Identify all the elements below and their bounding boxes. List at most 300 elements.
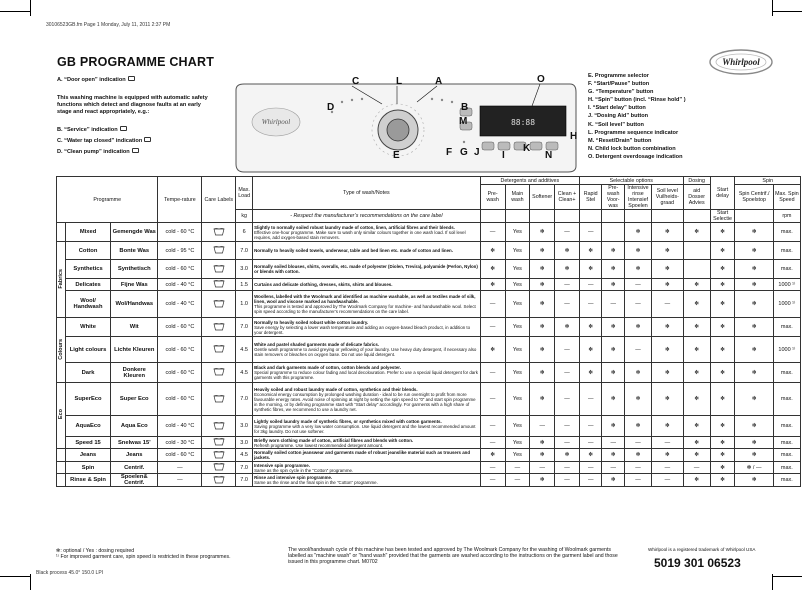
col-kg: kg	[236, 210, 253, 223]
programme-name-dutch: Jeans	[111, 449, 158, 462]
care-label-icon	[202, 291, 236, 318]
panel-letter-f: F	[446, 147, 453, 158]
programme-temperature: cold - 40 °C	[158, 416, 202, 437]
option-cell: ✻	[602, 318, 625, 337]
col-max-load: Max. Load	[236, 177, 253, 210]
option-cell: ✻	[555, 449, 580, 462]
care-label-icon	[202, 416, 236, 437]
programme-name: White	[66, 318, 111, 337]
option-cell: ✻	[602, 242, 625, 260]
panel-letter-l: L	[396, 76, 403, 87]
group-dosing: Dosing	[683, 177, 710, 185]
panel-letter-k: K	[523, 143, 531, 154]
table-row	[57, 383, 801, 416]
option-cell: ✻	[710, 260, 735, 279]
option-cell: ✻	[710, 383, 735, 416]
table-row	[57, 437, 801, 449]
option-cell: —	[480, 462, 505, 474]
programme-name-dutch: Bonte Was	[111, 242, 158, 260]
col-max-spin-speed: Max. Spin Speed	[773, 185, 800, 210]
option-cell: ✻	[579, 363, 602, 383]
tap-icon	[144, 137, 151, 142]
option-cell: ✻	[710, 318, 735, 337]
option-cell: max.	[773, 363, 800, 383]
option-cell: 1000 ¹⁾	[773, 291, 800, 318]
print-header: 30106523GB.fm Page 1 Monday, July 11, 2011 2:37 PM	[46, 22, 171, 28]
page-title: GB PROGRAMME CHART	[57, 55, 215, 69]
option-cell: —	[480, 291, 505, 318]
option-cell: Yes	[505, 383, 530, 416]
col-soil-level: Soil level Vuilheids-graad	[652, 185, 684, 210]
legend-item: M. “Reset/Drain” button	[588, 137, 652, 144]
programme-max-load: 3.0	[236, 416, 253, 437]
option-cell: ✻	[652, 416, 684, 437]
option-cell: ✻	[710, 437, 735, 449]
option-cell: —	[555, 383, 580, 416]
care-label-icon	[202, 279, 236, 291]
service-icon	[120, 126, 127, 131]
programme-temperature: cold - 60 °C	[158, 449, 202, 462]
washtub-icon	[213, 450, 225, 459]
legend-item: K. “Soil level” button	[588, 121, 644, 128]
button-legend	[588, 72, 788, 161]
programme-name: Dark	[66, 363, 111, 383]
col-prewash-opt: Pre-wash Voor-was	[602, 185, 625, 210]
option-cell: —	[683, 462, 710, 474]
option-cell: —	[624, 474, 651, 487]
programme-name-dutch: Wol/Handwas	[111, 291, 158, 318]
programme-max-load: 7.0	[236, 474, 253, 487]
table-row	[57, 363, 801, 383]
option-cell: —	[579, 437, 602, 449]
option-cell: Yes	[505, 337, 530, 363]
option-cell: —	[602, 437, 625, 449]
option-cell: ✻	[579, 242, 602, 260]
option-cell	[683, 260, 710, 279]
option-cell: ✻	[624, 383, 651, 416]
col-start-select: Start Selectie	[710, 210, 735, 223]
programme-max-load: 3.0	[236, 260, 253, 279]
option-cell: ✻	[683, 318, 710, 337]
programme-name: Rinse & Spin	[66, 474, 111, 487]
group-spin: Spin	[735, 177, 801, 185]
programme-name: Jeans	[66, 449, 111, 462]
option-cell: ✻	[652, 337, 684, 363]
programme-description: Curtains and delicate clothing, dresses, skirts, shirts and blouses.	[253, 279, 481, 291]
option-cell: —	[480, 474, 505, 487]
care-label-icon	[202, 337, 236, 363]
option-cell: ✻	[710, 449, 735, 462]
table-row	[57, 337, 801, 363]
option-cell: —	[530, 416, 555, 437]
option-cell: ✻	[735, 279, 773, 291]
programme-name-dutch: Spoelen& Centrif.	[111, 474, 158, 487]
table-row	[57, 416, 801, 437]
option-cell: ✻	[480, 449, 505, 462]
option-cell: —	[530, 462, 555, 474]
care-label-icon	[202, 437, 236, 449]
legend-item: H. “Spin” button (incl. “Rinse hold” )	[588, 97, 686, 104]
option-cell: Yes	[505, 318, 530, 337]
option-cell: ✻	[530, 474, 555, 487]
washtub-icon	[213, 299, 225, 308]
option-cell: —	[555, 474, 580, 487]
option-cell: ✻	[624, 223, 651, 242]
option-cell: Yes	[505, 242, 530, 260]
option-cell: ✻	[530, 223, 555, 242]
option-cell: ✻	[602, 363, 625, 383]
washtub-icon	[213, 279, 225, 288]
option-cell: —	[579, 416, 602, 437]
option-cell: ✻	[710, 223, 735, 242]
option-cell: —	[579, 474, 602, 487]
option-cell: ✻	[579, 337, 602, 363]
product-code: 5019 301 06523	[654, 556, 741, 570]
programme-temperature: cold - 60 °C	[158, 383, 202, 416]
washtub-icon	[213, 462, 225, 471]
option-cell: ✻	[683, 223, 710, 242]
option-cell: ✻	[710, 242, 735, 260]
programme-name: Wool/ Handwash	[66, 291, 111, 318]
col-rpm: rpm	[773, 210, 800, 223]
option-cell: ✻	[530, 437, 555, 449]
table-row	[57, 318, 801, 337]
programme-name: Synthetics	[66, 260, 111, 279]
door-icon	[128, 76, 135, 81]
programme-name: Spin	[66, 462, 111, 474]
option-cell: ✻	[683, 291, 710, 318]
option-cell: ✻	[579, 449, 602, 462]
option-cell: ✻	[555, 318, 580, 337]
option-cell: ✻	[652, 318, 684, 337]
table-row	[57, 242, 801, 260]
programme-description: Lightly soiled laundry made of synthetic fibres, or synthetics mixed with cotton garments. Saving programme with a very low water consumption. Use liquid detergent and the lowest recommended amount for 3kg laundry. Do not use softener.	[253, 416, 481, 437]
programme-name: Mixed	[66, 223, 111, 242]
programme-name: AquaEco	[66, 416, 111, 437]
col-intensive-rinse: Intensive rinse Intensief Spoelen	[624, 185, 651, 210]
option-cell: —	[555, 291, 580, 318]
option-cell: —	[555, 437, 580, 449]
option-cell: —	[480, 363, 505, 383]
option-cell	[602, 223, 625, 242]
programme-temperature: cold - 60 °C	[158, 337, 202, 363]
group-fabrics: Fabrics	[57, 242, 66, 318]
panel-letter-g: G	[460, 147, 468, 158]
programme-name-dutch: Lichte Kleuren	[111, 337, 158, 363]
washtub-icon	[213, 344, 225, 353]
option-cell: ✻	[530, 291, 555, 318]
option-cell: ✻	[735, 449, 773, 462]
option-cell: —	[624, 279, 651, 291]
option-cell: ✻	[735, 318, 773, 337]
option-cell: ✻	[602, 337, 625, 363]
table-row	[57, 462, 801, 474]
option-cell: ✻	[624, 416, 651, 437]
col-prewash: Pre-wash	[480, 185, 505, 210]
programme-description: Normally soiled blouses, shirts, overalls, etc. made of polyester (Diolen, Trevira), polyamide (Perlon, Nylon) or blends with cotton.	[253, 260, 481, 279]
option-cell: —	[555, 416, 580, 437]
option-cell: ✻	[530, 337, 555, 363]
programme-temperature: cold - 40 °C	[158, 291, 202, 318]
option-cell: Yes	[505, 279, 530, 291]
programme-max-load: 7.0	[236, 318, 253, 337]
option-cell: Yes	[505, 363, 530, 383]
option-cell: ✻	[555, 260, 580, 279]
care-label-icon	[202, 474, 236, 487]
programme-max-load: 4.5	[236, 337, 253, 363]
option-cell: max.	[773, 223, 800, 242]
care-label-icon	[202, 318, 236, 337]
table-row	[57, 291, 801, 318]
col-care-labels: Care Labels	[202, 177, 236, 223]
option-cell: —	[624, 291, 651, 318]
group-eco: Eco	[57, 383, 66, 449]
col-start-delay: Start delay	[710, 177, 735, 210]
option-cell: ✻	[735, 363, 773, 383]
footnote-woolmark: The wool/handwash cycle of this machine has been tested and approved by The Woolmark Company for the washing of Woolmark garments labelled as "machine wash" or "hand wash" provided that the garments are washed according to the instructions on the garment label and those issued in this programme chart. M0702	[288, 547, 618, 565]
programme-max-load: 6	[236, 223, 253, 242]
programme-description: White and pastel shaded garments made of delicate fabrics. Gentle wash programme to avoid greying or yellowing of your laundry. Use heavy duty detergent, if necessary also stain removers or bleaches on oxygen base. Do not use liquid detergent.	[253, 337, 481, 363]
washtub-icon	[213, 367, 225, 376]
option-cell: ✻	[602, 260, 625, 279]
option-cell: ✻	[683, 416, 710, 437]
option-cell: ✻	[683, 474, 710, 487]
option-cell: ✻	[624, 363, 651, 383]
programme-temperature: cold - 95 °C	[158, 242, 202, 260]
option-cell: —	[555, 462, 580, 474]
programme-description: Rinse and intensive spin programme. Same as the rinse and the final spin in the “Cotton” programme.	[253, 474, 481, 487]
option-cell: —	[652, 474, 684, 487]
option-cell: ✻	[652, 260, 684, 279]
note-water-tap: C. “Water tap closed” indication	[57, 137, 217, 145]
option-cell: ✻	[710, 337, 735, 363]
programme-name: Light colours	[66, 337, 111, 363]
option-cell: ✻	[602, 383, 625, 416]
option-cell: ✻	[735, 474, 773, 487]
option-cell: —	[624, 437, 651, 449]
option-cell: —	[480, 383, 505, 416]
option-cell: —	[652, 291, 684, 318]
option-cell: ✻	[530, 449, 555, 462]
option-cell: ✻	[652, 449, 684, 462]
option-cell: ✻	[683, 437, 710, 449]
panel-letter-m: M	[459, 116, 468, 127]
panel-letter-b: B	[461, 102, 469, 113]
option-cell: —	[602, 462, 625, 474]
option-cell: 1000 ¹⁾	[773, 279, 800, 291]
note-door-open: A. “Door open” indication	[57, 76, 217, 84]
svg-text:Whirlpool: Whirlpool	[261, 118, 291, 126]
programme-name-dutch: Snelwas 15'	[111, 437, 158, 449]
option-cell: max.	[773, 474, 800, 487]
option-cell: Yes	[505, 449, 530, 462]
table-row	[57, 223, 801, 242]
option-cell: —	[652, 437, 684, 449]
option-cell: ✻	[652, 223, 684, 242]
washtub-icon	[213, 245, 225, 254]
option-cell: ✻	[735, 291, 773, 318]
option-cell: —	[555, 279, 580, 291]
programme-description: Normally to heavily soiled towels, underwear, table and bed linen etc. made of cotton and linen.	[253, 242, 481, 260]
option-cell: ✻ / —	[735, 462, 773, 474]
option-cell: —	[579, 291, 602, 318]
option-cell: —	[555, 223, 580, 242]
crop-mark	[772, 576, 802, 577]
crop-mark	[772, 0, 773, 16]
option-cell: ✻	[530, 318, 555, 337]
option-cell: ✻	[530, 260, 555, 279]
option-cell: max.	[773, 318, 800, 337]
option-cell: ✻	[710, 363, 735, 383]
programme-name-dutch: Synthetisch	[111, 260, 158, 279]
col-mainwash: Main wash	[505, 185, 530, 210]
group-selectable: Selectable options	[579, 177, 683, 185]
option-cell: —	[480, 416, 505, 437]
care-label-icon	[202, 242, 236, 260]
panel-letter-a: A	[435, 76, 443, 87]
option-cell: —	[505, 462, 530, 474]
programme-name: SuperEco	[66, 383, 111, 416]
table-row	[57, 474, 801, 487]
group-detergents: Detergents and additives	[480, 177, 579, 185]
option-cell: ✻	[683, 449, 710, 462]
col-temperature: Tempe-rature	[158, 177, 202, 223]
option-cell: —	[652, 462, 684, 474]
control-panel-illustration	[232, 82, 578, 174]
col-respect-note: - Respect the manufacturer’s recommendations on the care label	[253, 210, 481, 223]
programme-name-dutch: Gemengde Was	[111, 223, 158, 242]
option-cell: —	[579, 462, 602, 474]
programme-description: Black and dark garments made of cotton, cotton blends and polyester. Special programme to reduce colour fading and local decolouration. Prefer to use a special liquid detergent for dark garments with this programme.	[253, 363, 481, 383]
programme-description: Intensive spin programme. Same as the spin cycle in the “Cotton” programme.	[253, 462, 481, 474]
care-label-icon	[202, 260, 236, 279]
col-programme: Programme	[57, 177, 158, 223]
legend-item: E. Programme selector	[588, 73, 649, 79]
print-footer: Black process 45.0° 150.0 LPI	[36, 570, 104, 576]
option-cell: ✻	[652, 363, 684, 383]
panel-letter-i: I	[502, 150, 505, 161]
option-cell: Yes	[505, 416, 530, 437]
panel-letter-d: D	[327, 102, 335, 113]
programme-name-dutch: Donkere Kleuren	[111, 363, 158, 383]
option-cell: ✻	[735, 383, 773, 416]
care-label-icon	[202, 363, 236, 383]
programme-name-dutch: Super Eco	[111, 383, 158, 416]
option-cell: ✻	[480, 242, 505, 260]
washtub-icon	[213, 227, 225, 236]
programme-description: Heavily soiled and robust laundry made of cotton, synthetics and their blends. Economical energy consumption by prolonged washing duration - ideal to be run overnight to profit from more favourable energy rates. Avoid noise of spinning at night by setting the spin speed to “0” and start spin programme in the morning, or by defining programme start with “Start delay” accordingly. For garments with a high share of synthetic fibres, we recommend to use a laundry net.	[253, 383, 481, 416]
option-cell: ✻	[683, 383, 710, 416]
option-cell: ✻	[710, 474, 735, 487]
col-spin: Spin Centrif./ Spoelstop	[735, 185, 773, 210]
legend-item: F. “Start/Pause” button	[588, 81, 650, 88]
option-cell: ✻	[652, 279, 684, 291]
programme-name-dutch: Aqua Eco	[111, 416, 158, 437]
option-cell: Yes	[505, 223, 530, 242]
option-cell: ✻	[579, 318, 602, 337]
crop-mark	[30, 0, 31, 16]
panel-letter-h: H	[570, 131, 578, 142]
programme-name: Delicates	[66, 279, 111, 291]
option-cell: ✻	[710, 462, 735, 474]
crop-mark	[0, 576, 30, 577]
care-label-icon	[202, 223, 236, 242]
option-cell: max.	[773, 260, 800, 279]
table-row	[57, 279, 801, 291]
col-rapid: Rapid Stel	[579, 185, 602, 210]
crop-mark	[0, 11, 30, 12]
programme-temperature: cold - 30 °C	[158, 437, 202, 449]
programme-temperature: cold - 60 °C	[158, 318, 202, 337]
washtub-icon	[213, 421, 225, 430]
programme-temperature: cold - 60 °C	[158, 363, 202, 383]
panel-letter-n: N	[545, 150, 553, 161]
option-cell: Yes	[505, 437, 530, 449]
crop-mark	[772, 574, 773, 590]
panel-letter-o: O	[537, 74, 545, 85]
option-cell: max.	[773, 242, 800, 260]
option-cell: —	[505, 474, 530, 487]
crop-mark	[30, 574, 31, 590]
programme-temperature: cold - 40 °C	[158, 279, 202, 291]
programme-temperature: —	[158, 474, 202, 487]
option-cell: —	[579, 383, 602, 416]
washtub-icon	[213, 394, 225, 403]
programme-max-load: 4.5	[236, 449, 253, 462]
svg-text:Whirlpool: Whirlpool	[722, 57, 760, 67]
option-cell: ✻	[530, 279, 555, 291]
option-cell: —	[480, 223, 505, 242]
option-cell: —	[555, 363, 580, 383]
option-cell: ✻	[735, 437, 773, 449]
programme-name: Cotton	[66, 242, 111, 260]
option-cell: ✻	[480, 279, 505, 291]
col-type-of-wash: Type of wash/Notes	[253, 177, 481, 210]
programme-table	[56, 176, 801, 487]
programme-name: Speed 15	[66, 437, 111, 449]
crop-mark	[772, 11, 802, 12]
option-cell: max.	[773, 383, 800, 416]
footnote-trademark: Whirlpool is a registered trademark of Whirlpool USA	[648, 547, 756, 552]
programme-description: Woollens, labelled with the Woolmark and identified as machine washable, as well as textiles made of silk, linen, wool and viscose marked as handwashable. This programme is tested and approved by The Woolmark Company for machine- and handwashable wool. Select spin speed according to the manufacturer's recommendations on the care label.	[253, 291, 481, 318]
option-cell: ✻	[683, 337, 710, 363]
option-cell: ✻	[735, 223, 773, 242]
option-cell: —	[602, 291, 625, 318]
legend-item: N. Child lock button combination	[588, 145, 676, 152]
option-cell: ✻	[602, 279, 625, 291]
option-cell: max.	[773, 437, 800, 449]
option-cell: ✻	[624, 318, 651, 337]
option-cell: ✻	[480, 337, 505, 363]
option-cell: max.	[773, 416, 800, 437]
option-cell: ✻	[602, 449, 625, 462]
option-cell: ✻	[710, 279, 735, 291]
programme-max-load: 7.0	[236, 242, 253, 260]
option-cell: ✻	[624, 260, 651, 279]
option-cell: ✻	[710, 291, 735, 318]
panel-letter-j: J	[474, 147, 480, 158]
note-service: B. “Service” indication	[57, 126, 217, 134]
col-clean-plus: Clean + Clean+	[555, 185, 580, 210]
option-cell: ✻	[602, 474, 625, 487]
washtub-icon	[213, 437, 225, 446]
programme-description: Briefly worn clothing made of cotton, artificial fibres and blends with cotton. Refresh programme. Use lowest recommended detergent amount.	[253, 437, 481, 449]
legend-item: J. “Dosing Aid” button	[588, 113, 649, 120]
legend-item: L. Programme sequence indicator	[588, 129, 679, 136]
washtub-icon	[213, 264, 225, 273]
table-row	[57, 260, 801, 279]
programme-description: Slightly to normally soiled robust laundry made of cotton, linen, artificial fibres and their blends. Effective one-hour programme. Make sure to wash only similar colours together in one wash load. If soil level requires, add oxygen-based stain removers.	[253, 223, 481, 242]
